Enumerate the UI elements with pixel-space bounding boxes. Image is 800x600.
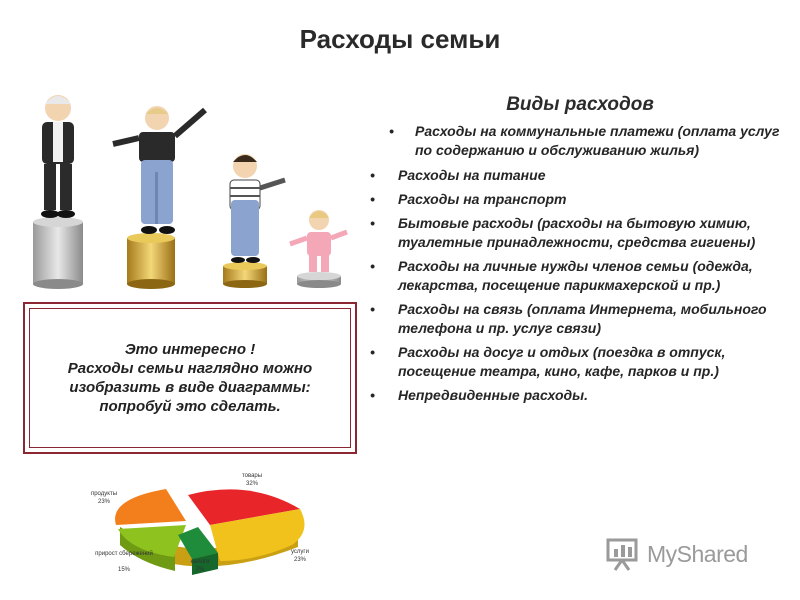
list-item: • Расходы на досуг и отдых (поездка в отпуск, посещение театра, кино, кафе, парков и пр.) [370,344,726,379]
pie-label-value: 15% [117,567,131,573]
pie-label-name: товары [241,473,263,479]
pie-label-value: 23% [97,499,111,505]
list-item: • Бытовые расходы (расходы на бытовую химию, туалетные принадлежности, средства гигиены) [370,215,756,250]
pie-label-name: прирост сбережений [95,551,153,557]
info-line: изобразить в виде диаграммы: [69,379,311,396]
list-item: • Расходы на личные нужды членов семьи (одежда, лекарства, посещение парикмахерской и пр.) [370,258,753,293]
info-callout-box [23,302,357,454]
info-line: Это интересно ! [124,341,256,358]
section-subtitle: Виды расходов [506,94,654,115]
logo-text: MyShared [647,540,748,567]
pie-slice-products [115,489,186,525]
info-line: Расходы семьи наглядно можно [67,360,313,377]
girl-doll [290,210,347,272]
pie-label-name: услуги [291,549,309,555]
pie-label-value: 32% [245,481,259,487]
grandfather-doll [41,95,75,218]
pie-label-value: 23% [293,557,307,563]
pie-label-name: налоги [190,559,210,565]
expenses-list [365,122,795,410]
presentation-board-icon [605,537,641,571]
info-line: попробуй это сделать. [99,398,281,415]
coin-stack-silver-small [297,272,341,288]
expenses-pie-illustration [80,465,340,585]
list-item: • Непредвиденные расходы. [370,387,589,403]
coin-stack-gold-small [223,262,267,288]
info-callout-inner [29,308,351,448]
pie-label-name: продукты [90,491,118,497]
list-item: • Расходы на питание [370,167,546,183]
pie-label-value: 7% [195,567,205,573]
family-coins-illustration [15,80,365,300]
boy-doll [230,154,285,263]
coin-stack-silver-tall [33,217,83,289]
myshared-logo[interactable] [605,535,775,573]
father-doll [113,106,205,234]
list-item: • Расходы на связь (оплата Интернета, мобильного телефона и пр. услуг связи) [370,301,767,336]
slide-title: Расходы семьи [299,24,501,54]
coin-stack-gold [127,233,175,289]
list-item: • Расходы на коммунальные платежи (оплата услуг по содержанию и обслуживанию жилья) [389,123,780,158]
list-item: • Расходы на транспорт [370,191,567,207]
